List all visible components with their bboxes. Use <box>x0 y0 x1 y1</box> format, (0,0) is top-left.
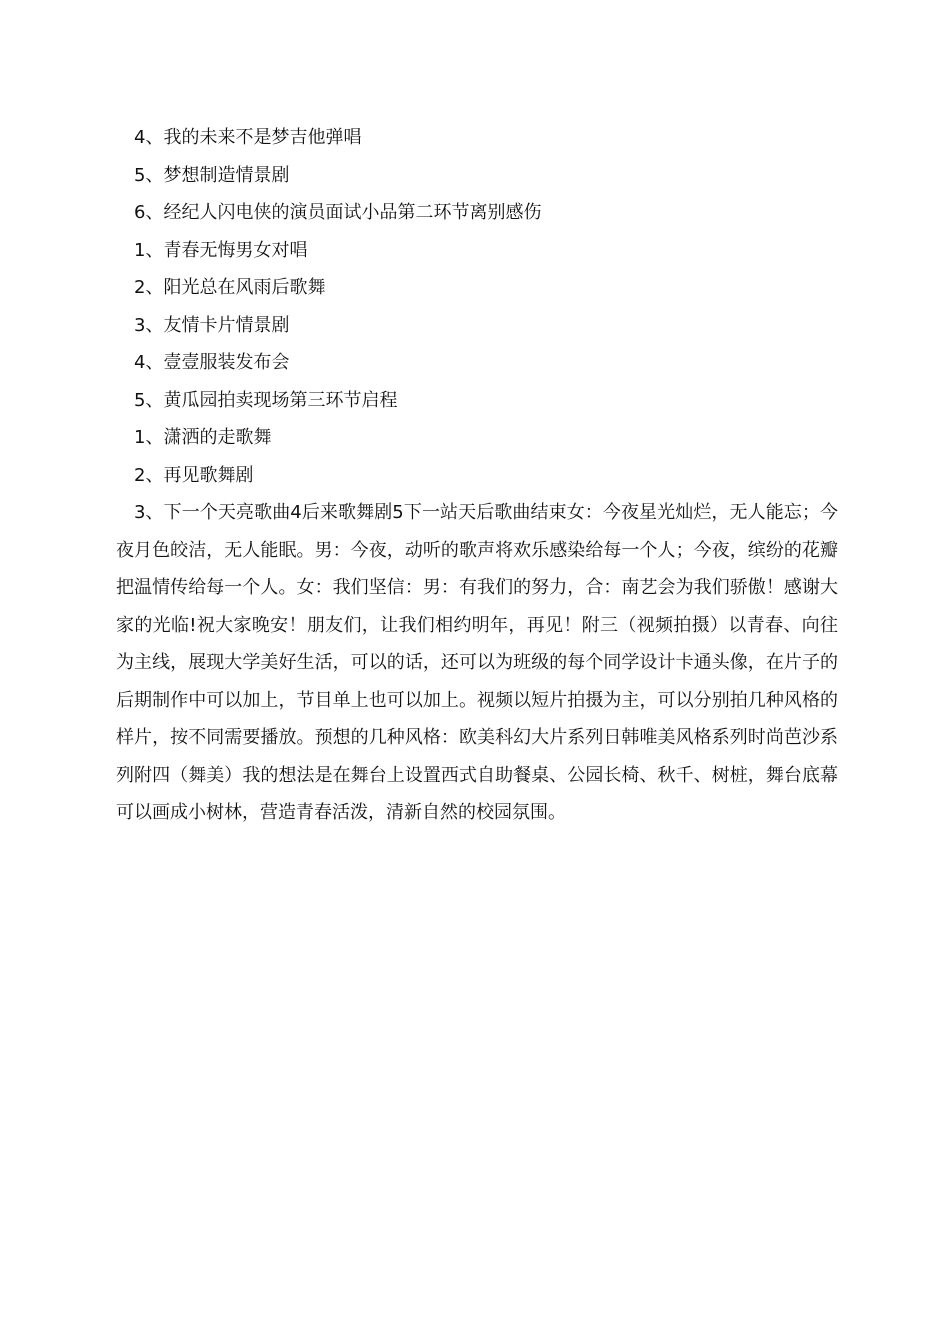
closing-paragraph: 3、下一个天亮歌曲4后来歌舞剧5下一站天后歌曲结束女：今夜星光灿烂，无人能忘；今夜月色皎洁，无人能眠。男：今夜，动听的歌声将欢乐感染给每一个人；今夜，缤纷的花瓣把温情传给每一个人。女：我们坚信：男：有我们的努力，合：南艺会为我们骄傲！感谢大家的光临!祝大家晚安！朋友们，让我们相约明年，再见！附三（视频拍摄）以青春、向往为主线，展现大学美好生活，可以的话，还可以为班级的每个同学设计卡通头像，在片子的后期制作中可以加上，节目单上也可以加上。视频以短片拍摄为主，可以分别拍几种风格的样片，按不同需要播放。预想的几种风格：欧美科幻大片系列日韩唯美风格系列时尚芭沙系列附四（舞美）我的想法是在舞台上设置西式自助餐桌、公园长椅、秋千、树桩，舞台底幕可以画成小树林，营造青春活泼，清新自然的校园氛围。 <box>116 502 838 823</box>
program-line-8: 5、黄瓜园拍卖现场第三环节启程 <box>134 389 398 411</box>
program-line-7: 4、壹壹服装发布会 <box>134 352 290 373</box>
program-line-4: 1、青春无悔男女对唱 <box>134 239 308 261</box>
program-line-6: 3、友情卡片情景剧 <box>134 314 290 336</box>
program-line-9: 1、潇洒的走歌舞 <box>134 427 272 448</box>
program-line-1: 4、我的未来不是梦吉他弹唱 <box>134 127 362 148</box>
program-line-10: 2、再见歌舞剧 <box>134 464 254 486</box>
program-line-3: 6、经纪人闪电侠的演员面试小品第二环节离别感伤 <box>134 202 542 223</box>
program-line-5: 2、阳光总在风雨后歌舞 <box>134 277 326 298</box>
program-line-2: 5、梦想制造情景剧 <box>134 164 290 186</box>
document-body <box>116 119 838 832</box>
